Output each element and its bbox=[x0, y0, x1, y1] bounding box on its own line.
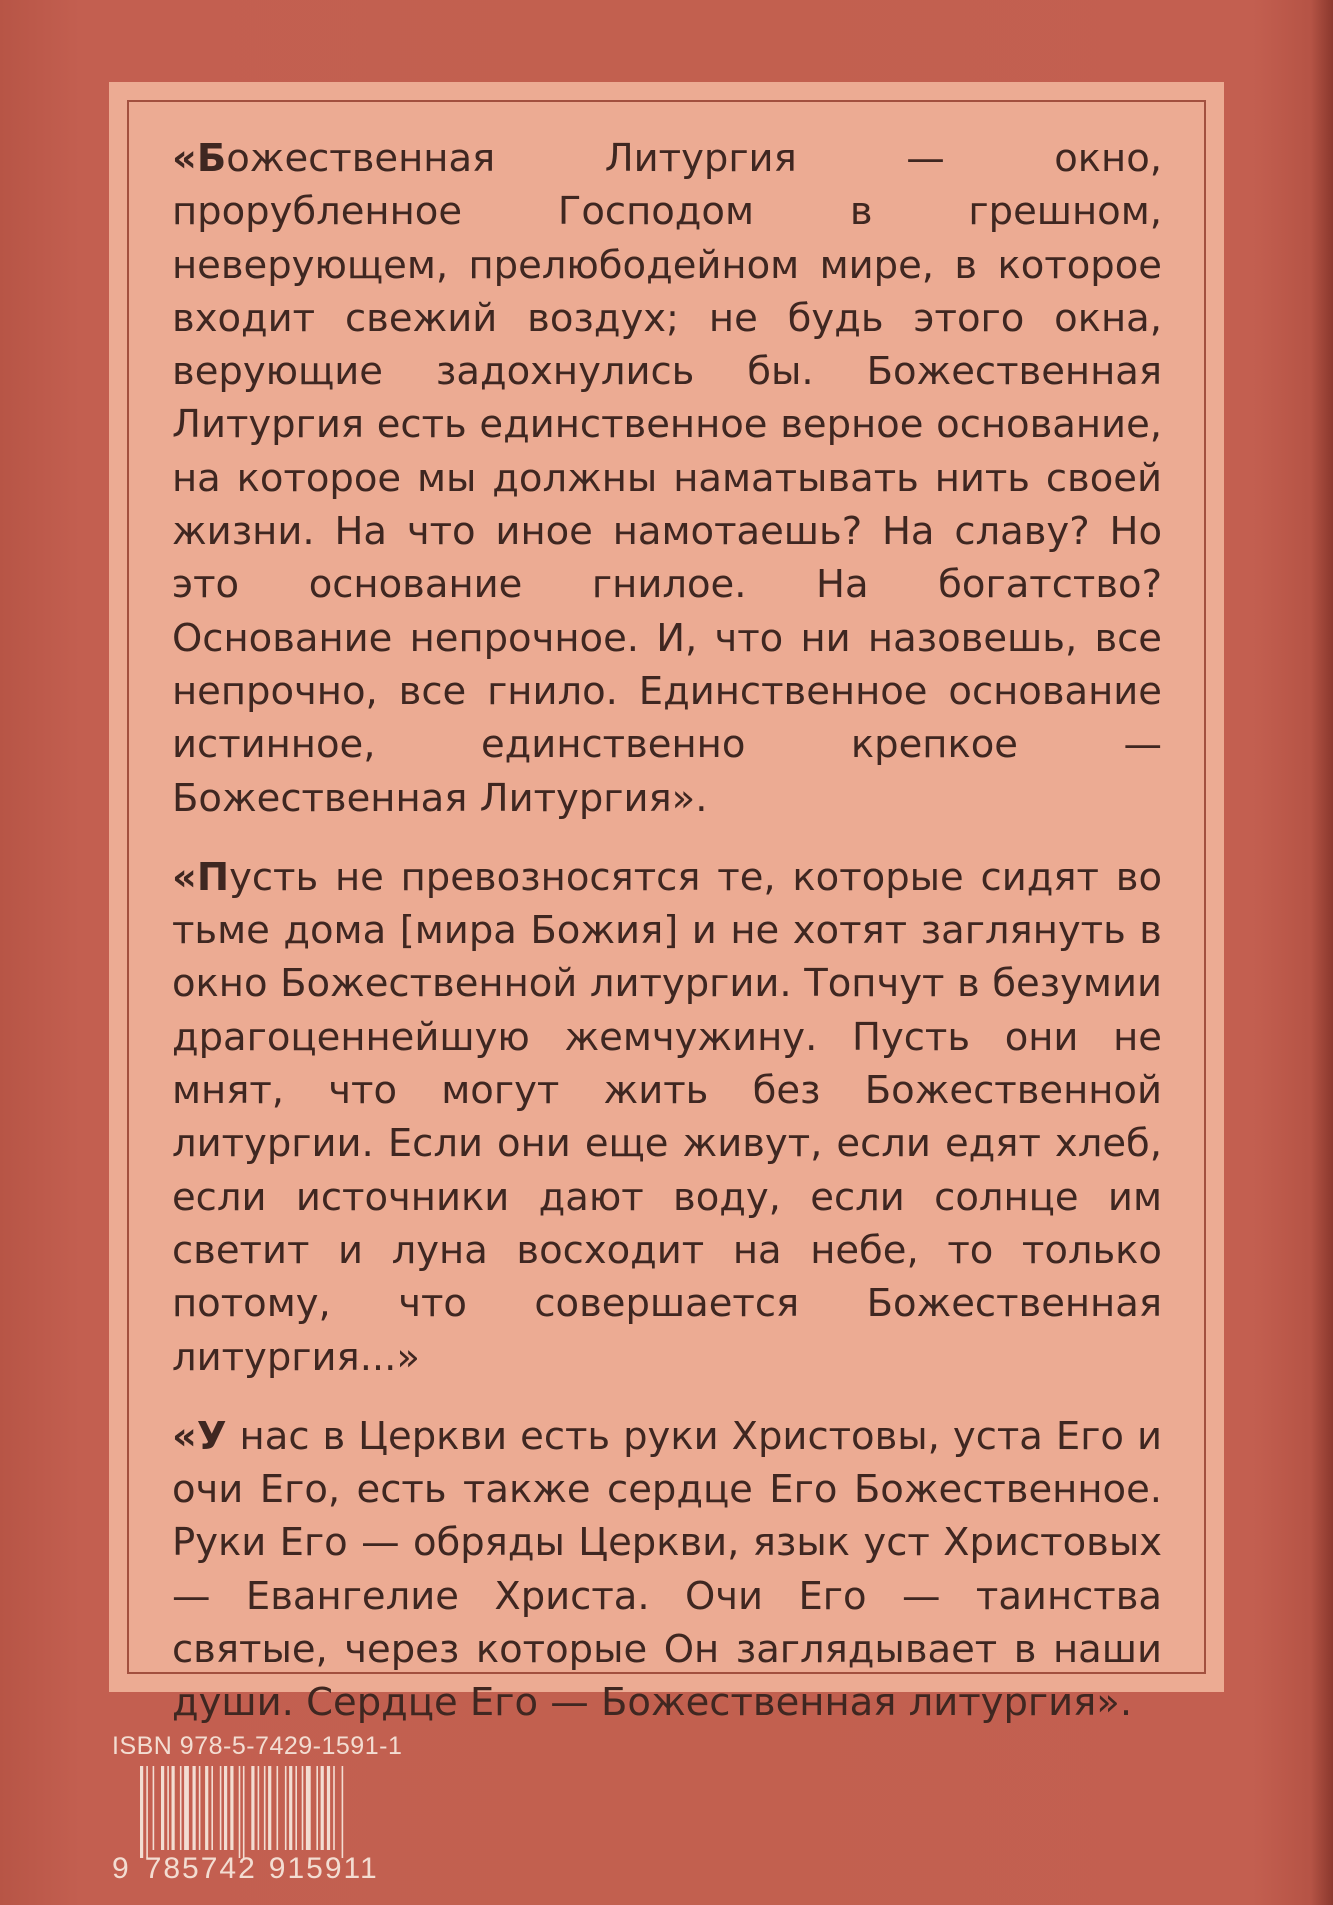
barcode-graphic bbox=[140, 1766, 410, 1858]
paragraph-initial: «У bbox=[172, 1413, 227, 1459]
barcode-bar bbox=[167, 1766, 169, 1850]
barcode-bar bbox=[251, 1766, 254, 1850]
quote-paragraph-1: «Божественная Литургия — окно, прорубленное Господом в грешном, неверующем, прелюбодейном мире, в которое входит свежий воздух; не будь этого окна, верующие задохнулись бы. Божественная Литургия есть единственное верное основание, на которое мы должны наматывать нить своей жизни. На что иное намотаешь? На славу? Но это основание гнилое. На богатство? Основание непрочное. И, что ни назовешь, все непрочно, все гнило. Единственное основание истинное, единственно крепкое — Божественная Литургия». bbox=[172, 136, 1162, 821]
barcode-bar bbox=[140, 1766, 143, 1858]
isbn-label: ISBN 978-5-7429-1591-1 bbox=[112, 1732, 403, 1760]
barcode-bar bbox=[289, 1766, 292, 1850]
barcode-bar bbox=[316, 1766, 318, 1850]
barcode-bar bbox=[211, 1766, 213, 1850]
barcode-bar bbox=[180, 1766, 182, 1850]
barcode-bar bbox=[161, 1766, 164, 1850]
barcode-block bbox=[112, 1732, 412, 1892]
barcode-bar bbox=[258, 1766, 260, 1850]
quote-paragraph-3: «У нас в Церкви есть руки Христовы, уста Его и очи Его, есть также сердце Его Божественное. Руки Его — обряды Церкви, язык уст Христовых — Евангелие Христа. Очи Его — таинства святые, через которые Он заглядывает в наши души. Сердце Его — Божественная литургия». bbox=[172, 1413, 1162, 1726]
barcode-bar bbox=[172, 1766, 175, 1850]
barcode-bar bbox=[193, 1766, 196, 1850]
barcode-bar bbox=[239, 1766, 241, 1858]
paragraph-initial: «Б bbox=[172, 136, 227, 181]
barcode-right-group: 915911 bbox=[268, 1852, 379, 1885]
barcode-left-group: 785742 bbox=[144, 1852, 257, 1885]
paragraph-initial: «П bbox=[172, 854, 230, 900]
barcode-bar bbox=[224, 1766, 227, 1850]
barcode-bar bbox=[333, 1766, 335, 1850]
barcode-bar bbox=[285, 1766, 287, 1850]
barcode-first-digit: 9 bbox=[112, 1852, 131, 1885]
barcode-bar bbox=[205, 1766, 208, 1850]
barcode-bar bbox=[264, 1766, 266, 1850]
barcode-bar bbox=[327, 1766, 330, 1850]
barcode-digits bbox=[112, 1852, 379, 1886]
barcode-bar bbox=[268, 1766, 271, 1850]
barcode-bar bbox=[184, 1766, 189, 1850]
barcode-bar bbox=[243, 1766, 245, 1858]
cover-edge-shadow bbox=[1311, 0, 1333, 1905]
barcode-bar bbox=[342, 1766, 344, 1858]
quote-text-block bbox=[172, 132, 1162, 1756]
barcode-bar bbox=[220, 1766, 222, 1850]
barcode-bar bbox=[153, 1766, 155, 1850]
barcode-bar bbox=[306, 1766, 311, 1850]
barcode-bar bbox=[295, 1766, 297, 1850]
quote-panel bbox=[109, 82, 1224, 1726]
barcode-bar bbox=[321, 1766, 324, 1850]
barcode-bar bbox=[230, 1766, 233, 1850]
barcode-bar bbox=[302, 1766, 304, 1850]
barcode-bar bbox=[199, 1766, 201, 1850]
barcode-bar bbox=[146, 1766, 148, 1858]
quote-paragraph-2: «Пусть не превозносятся те, которые сидят во тьме дома [мира Божия] и не хотят заглянуть в окно Божественной литургии. Топчут в безумии драгоценнейшую жемчужину. Пусть они не мнят, что могут жить без Божественной литургии. Если они еще живут, если едят хлеб, если источники дают воду, если солнце им светит и луна восходит на небе, то только потому, что совершается Божественная литургия...» bbox=[172, 854, 1162, 1380]
barcode-bar bbox=[277, 1766, 279, 1850]
